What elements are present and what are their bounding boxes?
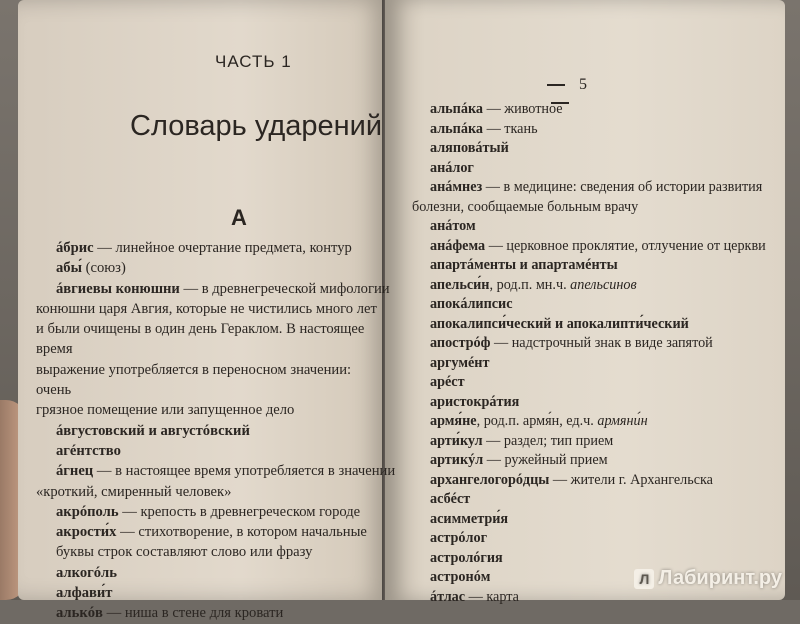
watermark-text: Лабиринт.ру — [658, 567, 782, 589]
watermark — [634, 567, 782, 590]
dictionary-entry — [56, 421, 386, 441]
entry-headword: апартáменты и апартамéнты — [430, 257, 618, 273]
entry-headword: астрóлог — [430, 530, 488, 546]
dictionary-entry — [56, 441, 386, 461]
section-letter: А — [231, 205, 247, 230]
entry-headword: анáлог — [430, 159, 474, 176]
entry-headword: áвгустовский и августóвский — [56, 422, 250, 439]
dictionary-entry — [430, 451, 770, 471]
entry-headword: альпáка — [430, 120, 484, 137]
entry-headword: аляповáтый — [430, 140, 509, 156]
dictionary-entry — [430, 393, 770, 413]
entry-headword: áгнец — [56, 463, 94, 480]
dictionary-entry — [430, 471, 770, 491]
entry-definition: — ниша в стене для кровати — [102, 605, 284, 622]
entry-definition: — в настоящее время употребляется в значении — [93, 463, 396, 480]
dictionary-entry — [430, 315, 770, 335]
dictionary-entry — [56, 461, 396, 481]
page-number-value: 5 — [579, 76, 587, 93]
entry-headword: анáтом — [430, 218, 476, 234]
dictionary-entry — [430, 588, 770, 608]
entry-headword: алькóв — [56, 605, 103, 622]
right-entries — [412, 100, 770, 607]
entry-definition: — стихотворение, в котором начальные — [116, 524, 367, 541]
entry-continuation: грязное помещение или запущенное дело — [36, 402, 295, 419]
entry-definition: — надстрочный знак в виде запятой — [490, 335, 713, 351]
entry-continuation: конюшни царя Авгия, которые не чистились много лет — [36, 300, 377, 317]
dictionary-entry — [430, 237, 770, 257]
entry-headword: апокáлипсис — [430, 296, 513, 312]
left-entries — [36, 238, 396, 624]
entry-continuation: болезни, сообщаемые больным врачу — [412, 198, 639, 215]
entry-headword: асбéст — [430, 491, 471, 507]
entry-definition: — животное — [483, 101, 563, 117]
entry-definition: , род.п. мн.ч. — [489, 276, 571, 293]
dictionary-entry — [430, 432, 770, 452]
entry-definition: — ружейный прием — [483, 452, 608, 468]
entry-definition: — в медицине: сведения об истории развития — [482, 179, 763, 195]
entry-definition: , род.п. армя́н, ед.ч. — [476, 413, 598, 429]
entry-form-italic: армяни́н — [597, 413, 648, 429]
labyrinth-logo-icon: Л — [634, 569, 654, 589]
dictionary-entry — [56, 279, 390, 299]
page-number-dash-left — [547, 84, 565, 86]
entry-headword: абы́ — [56, 260, 82, 277]
entry-definition: — карта — [465, 588, 519, 605]
dictionary-entry — [430, 217, 770, 237]
dictionary-entry — [430, 276, 770, 296]
part-heading: ЧАСТЬ 1 — [215, 52, 292, 71]
dictionary-entry — [430, 178, 770, 198]
dictionary-entry — [430, 120, 770, 140]
entry-continuation: выражение употребляется в переносном значении: очень — [36, 361, 352, 399]
entry-definition: — церковное проклятие, отлучение от церкви — [485, 237, 766, 254]
entry-headword: армя́не — [430, 413, 477, 429]
entry-headword: астролóгия — [430, 549, 503, 566]
entry-headword: апострóф — [430, 335, 491, 351]
dictionary-entry — [430, 529, 770, 549]
entry-headword: áтлас — [430, 588, 466, 605]
entry-headword: арти́кул — [430, 432, 483, 449]
entry-headword: альпáка — [430, 101, 484, 117]
entry-headword: алфави́т — [56, 585, 113, 602]
dictionary-entry — [430, 510, 770, 530]
dictionary-entry — [56, 603, 386, 623]
page-title: Словарь ударений — [130, 110, 383, 142]
dictionary-entry — [430, 139, 770, 159]
entry-headword: анáфема — [430, 237, 486, 254]
entry-headword: акрóполь — [56, 503, 119, 520]
entry-continuation: и были очищены в один день Гераклом. В настоящее время — [36, 321, 365, 358]
entry-definition: — в древнегреческой мифологии — [179, 280, 390, 297]
entry-headword: алкогóль — [56, 564, 117, 581]
entry-headword: апокалипси́ческий и апокалипти́ческий — [430, 315, 689, 332]
entry-headword: аргумéнт — [430, 354, 490, 371]
dictionary-entry — [56, 258, 386, 278]
entry-headword: апельси́н — [430, 276, 490, 293]
dictionary-entry — [430, 256, 770, 276]
entry-form-italic: апельсинов — [570, 276, 637, 293]
dictionary-entry — [56, 238, 386, 258]
entry-definition: — раздел; тип прием — [482, 432, 614, 449]
entry-headword: акрости́х — [56, 524, 117, 541]
entry-headword: архангелогорóдцы — [430, 471, 550, 488]
dictionary-entry — [430, 490, 770, 510]
entry-definition: — ткань — [483, 120, 538, 137]
dictionary-entry — [56, 522, 386, 542]
entry-headword: аристокрáтия — [430, 393, 520, 410]
entry-headword: артикýл — [430, 452, 484, 468]
dictionary-entry — [430, 373, 770, 393]
dictionary-entry — [430, 295, 770, 315]
dictionary-entry — [430, 549, 770, 569]
entry-definition: — жители г. Архангельска — [549, 471, 713, 488]
entry-headword: асимметри́я — [430, 510, 509, 527]
dictionary-entry — [430, 412, 770, 432]
entry-definition: — крепость в древнегреческом городе — [118, 503, 361, 520]
dictionary-entry — [430, 334, 770, 354]
entry-continuation: буквы строк составляют слово или фразу — [56, 544, 313, 561]
entry-headword: астронóм — [430, 569, 491, 585]
dictionary-entry — [430, 100, 770, 120]
entry-headword: анáмнез — [430, 179, 483, 195]
entry-definition: (союз) — [82, 260, 126, 277]
dictionary-entry — [56, 583, 386, 603]
entry-headword: áбрис — [56, 240, 94, 256]
entry-headword: арéст — [430, 374, 465, 390]
dictionary-entry — [430, 159, 770, 179]
entry-continuation: «кроткий, смиренный человек» — [36, 483, 232, 500]
dictionary-entry — [430, 354, 770, 374]
dictionary-entry — [56, 502, 386, 522]
entry-headword: áвгиевы конюшни — [56, 280, 180, 297]
entry-definition: — линейное очертание предмета, контур — [93, 240, 352, 256]
entry-headword: агéнтство — [56, 442, 121, 459]
dictionary-entry — [56, 563, 386, 583]
